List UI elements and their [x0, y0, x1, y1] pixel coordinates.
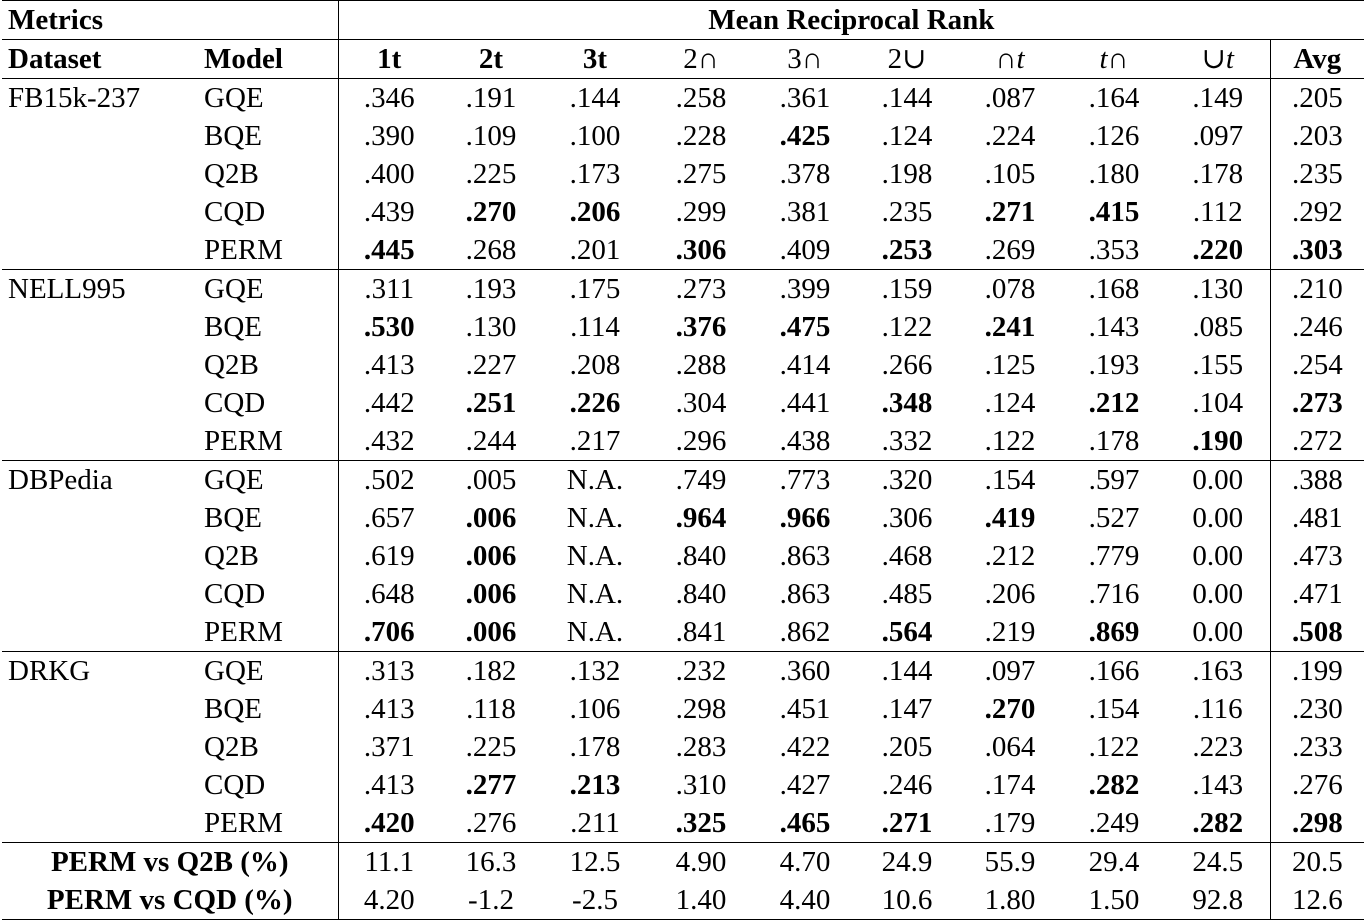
dataset-name-empty: [2, 613, 198, 652]
value-cell: .201: [569, 233, 621, 266]
value-cell: .166: [1062, 652, 1166, 691]
dataset-name-empty: [2, 308, 198, 346]
value-cell: .144: [542, 79, 648, 118]
value-cell: .085: [1166, 308, 1270, 346]
value-cell: .706: [363, 615, 415, 648]
value-cell: .217: [569, 424, 621, 457]
value-cell: .657: [363, 501, 415, 534]
value-cell: .254: [1291, 348, 1343, 381]
value-cell: .064: [984, 730, 1036, 763]
value-cell: .006: [465, 501, 517, 534]
value-cell: .205: [881, 730, 933, 763]
value-cell: .122: [1088, 730, 1140, 763]
value-cell: .306: [881, 501, 933, 534]
value-cell: .249: [1088, 806, 1140, 839]
model-name: Q2B: [198, 346, 338, 384]
value-cell: .206: [984, 577, 1036, 610]
value-cell: .840: [675, 539, 727, 572]
value-cell: .346: [338, 79, 440, 118]
value-cell: .168: [1062, 270, 1166, 309]
model-name: Q2B: [198, 155, 338, 193]
summary-value: 1.50: [1062, 881, 1166, 920]
summary-value: 4.40: [754, 881, 856, 920]
model-name: CQD: [198, 575, 338, 613]
value-cell: .006: [465, 615, 517, 648]
table-row: [2, 155, 1364, 193]
value-cell: .840: [675, 577, 727, 610]
summary-value: 1.40: [648, 881, 754, 920]
value-cell: N.A.: [542, 461, 648, 500]
value-cell: .144: [856, 79, 958, 118]
value-cell: .180: [1088, 157, 1140, 190]
value-cell: .104: [1166, 384, 1270, 422]
value-cell: .325: [675, 806, 727, 839]
value-cell: .178: [1088, 424, 1140, 457]
model-name: PERM: [198, 231, 338, 270]
table-row: [2, 766, 1364, 804]
column-header-0: 1t: [338, 40, 440, 79]
value-cell: .241: [984, 310, 1036, 343]
value-cell: .502: [338, 461, 440, 500]
value-cell: .109: [465, 119, 517, 152]
model-name: CQD: [198, 193, 338, 231]
value-cell: .147: [881, 692, 933, 725]
model-name: GQE: [198, 270, 338, 309]
value-cell: N.A.: [566, 501, 624, 534]
value-cell: .199: [1270, 652, 1364, 691]
value-cell: .164: [1062, 79, 1166, 118]
value-cell: .320: [856, 461, 958, 500]
dataset-name-empty: [2, 117, 198, 155]
value-cell: 0.00: [1166, 613, 1270, 652]
value-cell: .277: [465, 768, 517, 801]
value-cell: .212: [1088, 386, 1140, 419]
value-cell: 0.00: [1166, 575, 1270, 613]
value-cell: N.A.: [566, 539, 624, 572]
value-cell: .471: [1291, 577, 1343, 610]
value-cell: .438: [779, 424, 831, 457]
value-cell: .174: [984, 768, 1036, 801]
value-cell: .841: [675, 615, 727, 648]
value-cell: .116: [1166, 690, 1270, 728]
value-cell: .313: [338, 652, 440, 691]
value-cell: .198: [881, 157, 933, 190]
model-name: GQE: [198, 461, 338, 500]
value-cell: .863: [779, 577, 831, 610]
value-cell: .220: [1166, 231, 1270, 270]
value-cell: .283: [675, 730, 727, 763]
value-cell: .219: [984, 615, 1036, 648]
value-cell: .253: [881, 233, 933, 266]
column-header-6: ∩t: [958, 40, 1062, 79]
value-cell: .442: [363, 386, 415, 419]
value-cell: .225: [465, 730, 517, 763]
model-name: BQE: [198, 308, 338, 346]
value-cell: .508: [1291, 615, 1343, 648]
mrr-header: Mean Reciprocal Rank: [338, 1, 1364, 40]
value-cell: .130: [1166, 270, 1270, 309]
value-cell: .097: [958, 652, 1062, 691]
value-cell: .432: [363, 424, 415, 457]
summary-value: 92.8: [1166, 881, 1270, 920]
value-cell: .439: [363, 195, 415, 228]
value-cell: .266: [881, 348, 933, 381]
value-cell: .126: [1088, 119, 1140, 152]
value-cell: .097: [1166, 117, 1270, 155]
value-cell: .465: [779, 806, 831, 839]
value-cell: .269: [984, 233, 1036, 266]
value-cell: .173: [569, 157, 621, 190]
value-cell: .144: [856, 652, 958, 691]
value-cell: .210: [1270, 270, 1364, 309]
value-cell: .485: [881, 577, 933, 610]
value-cell: .182: [440, 652, 542, 691]
summary-value: 24.5: [1166, 843, 1270, 882]
value-cell: .179: [984, 806, 1036, 839]
value-cell: .124: [881, 119, 933, 152]
value-cell: .205: [1270, 79, 1364, 118]
value-cell: .381: [779, 195, 831, 228]
table-row: [2, 346, 1364, 384]
summary-value: -2.5: [542, 881, 648, 920]
value-cell: .475: [779, 310, 831, 343]
summary-value: -1.2: [440, 881, 542, 920]
value-cell: .527: [1088, 501, 1140, 534]
table-row: [2, 117, 1364, 155]
value-cell: .348: [881, 386, 933, 419]
value-cell: .749: [648, 461, 754, 500]
value-cell: .193: [440, 270, 542, 309]
value-cell: .648: [363, 577, 415, 610]
model-name: GQE: [198, 652, 338, 691]
value-cell: .203: [1291, 119, 1343, 152]
value-cell: .378: [779, 157, 831, 190]
value-cell: .530: [363, 310, 415, 343]
summary-value: 55.9: [958, 843, 1062, 882]
value-cell: .124: [984, 386, 1036, 419]
value-cell: .288: [675, 348, 727, 381]
value-cell: .298: [1291, 806, 1343, 839]
dataset-name-empty: [2, 231, 198, 270]
value-cell: .122: [881, 310, 933, 343]
value-cell: .190: [1166, 422, 1270, 461]
value-cell: .468: [881, 539, 933, 572]
value-cell: .310: [675, 768, 727, 801]
value-cell: .282: [1166, 804, 1270, 843]
value-cell: .311: [338, 270, 440, 309]
value-cell: .304: [675, 386, 727, 419]
model-name: PERM: [198, 422, 338, 461]
value-cell: .159: [856, 270, 958, 309]
dataset-name-empty: [2, 346, 198, 384]
dataset-name: FB15k-237: [2, 79, 198, 118]
value-cell: .292: [1291, 195, 1343, 228]
value-cell: .425: [779, 119, 831, 152]
value-cell: .306: [675, 233, 727, 266]
value-cell: .143: [1088, 310, 1140, 343]
table-row: [2, 804, 1364, 843]
value-cell: .272: [1291, 424, 1343, 457]
value-cell: .235: [881, 195, 933, 228]
dataset-name: NELL995: [2, 270, 198, 309]
summary-label: PERM vs Q2B (%): [2, 843, 338, 882]
column-header-2: 3t: [542, 40, 648, 79]
value-cell: .193: [1088, 348, 1140, 381]
value-cell: .246: [881, 768, 933, 801]
value-cell: .163: [1166, 652, 1270, 691]
value-cell: .473: [1291, 539, 1343, 572]
summary-value: 10.6: [856, 881, 958, 920]
value-cell: .227: [465, 348, 517, 381]
value-cell: .414: [779, 348, 831, 381]
table-row: [2, 384, 1364, 422]
dataset-name: DBPedia: [2, 461, 198, 500]
model-name: CQD: [198, 766, 338, 804]
column-header-9: Avg: [1270, 40, 1364, 79]
value-cell: .223: [1166, 728, 1270, 766]
value-cell: .143: [1166, 766, 1270, 804]
value-cell: .226: [569, 386, 621, 419]
summary-value: 24.9: [856, 843, 958, 882]
value-cell: .251: [465, 386, 517, 419]
value-cell: .149: [1166, 79, 1270, 118]
dataset-name-empty: [2, 384, 198, 422]
value-cell: .276: [1291, 768, 1343, 801]
value-cell: .441: [779, 386, 831, 419]
value-cell: .228: [675, 119, 727, 152]
value-cell: .332: [881, 424, 933, 457]
value-cell: N.A.: [566, 577, 624, 610]
value-cell: .415: [1088, 195, 1140, 228]
value-cell: .413: [363, 768, 415, 801]
value-cell: .413: [363, 692, 415, 725]
table-row: [2, 461, 1364, 500]
dataset-name-empty: [2, 766, 198, 804]
value-cell: .244: [465, 424, 517, 457]
value-cell: 0.00: [1166, 537, 1270, 575]
column-header-8: ∪t: [1166, 40, 1270, 79]
model-name: Q2B: [198, 537, 338, 575]
summary-value: 20.5: [1270, 843, 1364, 882]
summary-value: 12.6: [1270, 881, 1364, 920]
value-cell: .112: [1166, 193, 1270, 231]
value-cell: .282: [1088, 768, 1140, 801]
value-cell: .271: [881, 806, 933, 839]
column-header-3: 2∩: [648, 40, 754, 79]
value-cell: .400: [363, 157, 415, 190]
table-row: [2, 308, 1364, 346]
value-cell: .087: [958, 79, 1062, 118]
summary-value: 4.20: [338, 881, 440, 920]
value-cell: .427: [779, 768, 831, 801]
value-cell: .299: [675, 195, 727, 228]
value-cell: 0.00: [1166, 499, 1270, 537]
summary-value: 16.3: [440, 843, 542, 882]
value-cell: .371: [363, 730, 415, 763]
summary-value: 1.80: [958, 881, 1062, 920]
value-cell: .564: [881, 615, 933, 648]
value-cell: .233: [1291, 730, 1343, 763]
value-cell: .399: [754, 270, 856, 309]
value-cell: .268: [465, 233, 517, 266]
value-cell: .130: [465, 310, 517, 343]
dataset-name-empty: [2, 575, 198, 613]
table-row: [2, 193, 1364, 231]
value-cell: .271: [984, 195, 1036, 228]
dataset-name-empty: [2, 728, 198, 766]
value-cell: .246: [1291, 310, 1343, 343]
table-row: [2, 270, 1364, 309]
table-row: [2, 728, 1364, 766]
dataset-name-empty: [2, 193, 198, 231]
value-cell: .105: [984, 157, 1036, 190]
value-cell: .773: [754, 461, 856, 500]
summary-row: [2, 843, 1364, 882]
value-cell: .232: [648, 652, 754, 691]
value-cell: .361: [754, 79, 856, 118]
value-cell: .597: [1062, 461, 1166, 500]
value-cell: .155: [1166, 346, 1270, 384]
value-cell: .445: [363, 233, 415, 266]
value-cell: .863: [779, 539, 831, 572]
dataset-name: DRKG: [2, 652, 198, 691]
model-name: PERM: [198, 613, 338, 652]
table-row: [2, 79, 1364, 118]
value-cell: .360: [754, 652, 856, 691]
table-row: [2, 499, 1364, 537]
value-cell: .224: [984, 119, 1036, 152]
value-cell: .964: [675, 501, 727, 534]
model-name: BQE: [198, 690, 338, 728]
table-row: [2, 537, 1364, 575]
value-cell: .420: [363, 806, 415, 839]
value-cell: .422: [779, 730, 831, 763]
value-cell: .388: [1270, 461, 1364, 500]
metrics-header: Metrics: [2, 1, 338, 40]
value-cell: .270: [984, 692, 1036, 725]
value-cell: .154: [958, 461, 1062, 500]
value-cell: .273: [648, 270, 754, 309]
value-cell: .862: [779, 615, 831, 648]
value-cell: 0.00: [1166, 461, 1270, 500]
value-cell: .006: [465, 577, 517, 610]
value-cell: .869: [1088, 615, 1140, 648]
summary-label: PERM vs CQD (%): [2, 881, 338, 920]
dataset-name-empty: [2, 690, 198, 728]
summary-value: 29.4: [1062, 843, 1166, 882]
column-header-1: 2t: [440, 40, 542, 79]
value-cell: .966: [779, 501, 831, 534]
value-cell: .619: [363, 539, 415, 572]
dataset-name-empty: [2, 804, 198, 843]
model-name: BQE: [198, 117, 338, 155]
value-cell: .178: [569, 730, 621, 763]
dataset-name-empty: [2, 499, 198, 537]
value-cell: .376: [675, 310, 727, 343]
summary-value: 11.1: [338, 843, 440, 882]
value-cell: .178: [1166, 155, 1270, 193]
table-row: [2, 652, 1364, 691]
value-cell: .296: [675, 424, 727, 457]
model-name: PERM: [198, 804, 338, 843]
value-cell: .212: [984, 539, 1036, 572]
dataset-name-empty: [2, 422, 198, 461]
value-cell: .298: [675, 692, 727, 725]
value-cell: .118: [466, 692, 516, 725]
table-row: [2, 231, 1364, 270]
value-cell: .353: [1088, 233, 1140, 266]
value-cell: .006: [465, 539, 517, 572]
value-cell: .419: [984, 501, 1036, 534]
summary-value: 12.5: [542, 843, 648, 882]
value-cell: .005: [440, 461, 542, 500]
value-cell: .273: [1291, 386, 1343, 419]
value-cell: .225: [465, 157, 517, 190]
model-header: Model: [198, 40, 338, 79]
value-cell: .211: [570, 806, 620, 839]
dataset-name-empty: [2, 537, 198, 575]
value-cell: .114: [570, 310, 620, 343]
value-cell: .106: [569, 692, 621, 725]
value-cell: .270: [465, 195, 517, 228]
value-cell: .191: [440, 79, 542, 118]
value-cell: .154: [1088, 692, 1140, 725]
column-header-7: t∩: [1062, 40, 1166, 79]
value-cell: .409: [779, 233, 831, 266]
summary-row: [2, 881, 1364, 920]
summary-value: 4.70: [754, 843, 856, 882]
value-cell: .390: [363, 119, 415, 152]
results-table: [2, 0, 1364, 920]
value-cell: .125: [984, 348, 1036, 381]
dataset-header: Dataset: [2, 40, 198, 79]
value-cell: .303: [1291, 233, 1343, 266]
value-cell: .779: [1088, 539, 1140, 572]
value-cell: .100: [569, 119, 621, 152]
table-row: [2, 690, 1364, 728]
table-row: [2, 613, 1364, 652]
value-cell: .716: [1088, 577, 1140, 610]
dataset-name-empty: [2, 155, 198, 193]
value-cell: .078: [958, 270, 1062, 309]
model-name: GQE: [198, 79, 338, 118]
value-cell: .175: [542, 270, 648, 309]
model-name: BQE: [198, 499, 338, 537]
value-cell: .275: [675, 157, 727, 190]
value-cell: N.A.: [566, 615, 624, 648]
value-cell: .122: [984, 424, 1036, 457]
value-cell: .213: [569, 768, 621, 801]
value-cell: .132: [542, 652, 648, 691]
value-cell: .413: [363, 348, 415, 381]
table-row: [2, 575, 1364, 613]
column-header-5: 2∪: [856, 40, 958, 79]
value-cell: .235: [1291, 157, 1343, 190]
value-cell: .481: [1291, 501, 1343, 534]
model-name: CQD: [198, 384, 338, 422]
column-header-4: 3∩: [754, 40, 856, 79]
value-cell: .230: [1291, 692, 1343, 725]
value-cell: .258: [648, 79, 754, 118]
value-cell: .451: [779, 692, 831, 725]
summary-value: 4.90: [648, 843, 754, 882]
model-name: Q2B: [198, 728, 338, 766]
value-cell: .208: [569, 348, 621, 381]
value-cell: .206: [569, 195, 621, 228]
value-cell: .276: [465, 806, 517, 839]
table-row: [2, 422, 1364, 461]
